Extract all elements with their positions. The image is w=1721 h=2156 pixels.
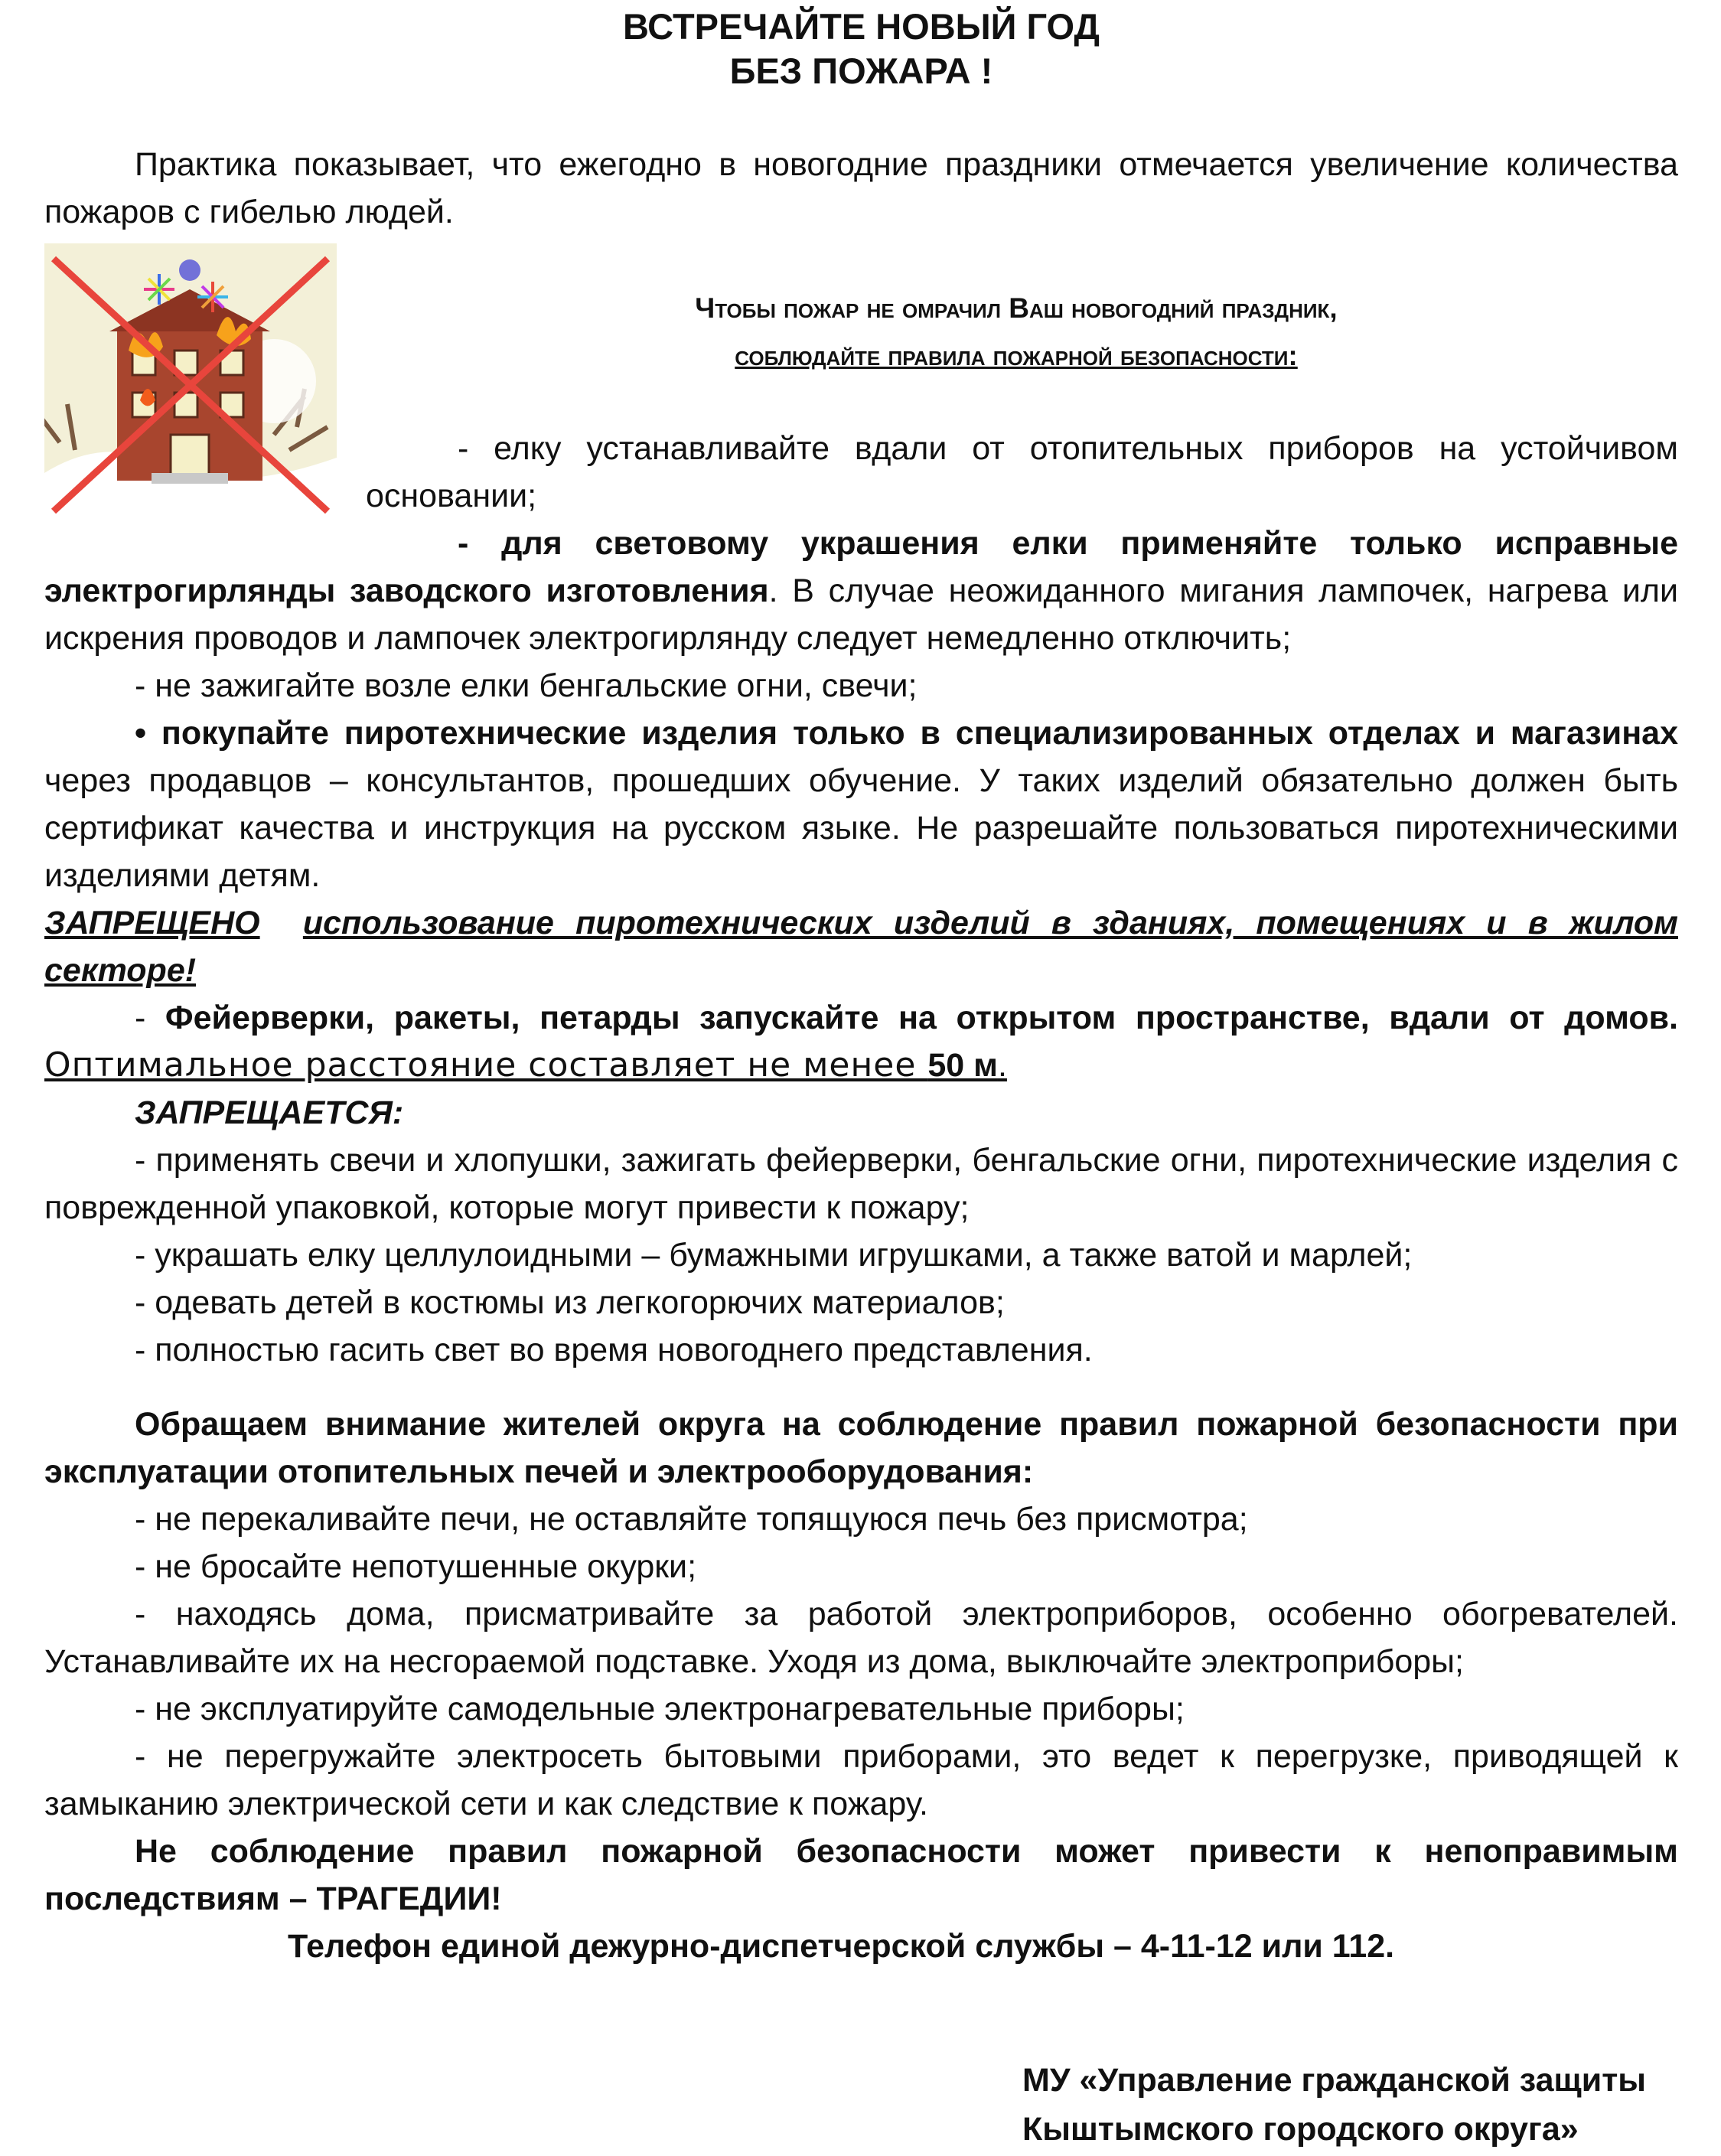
page-title	[44, 5, 1678, 93]
notice-page	[44, 0, 1678, 2156]
prohibited-heading: ЗАПРЕЩАЕТСЯ:	[135, 1094, 404, 1131]
rule-sparklers: - не зажигайте возле елки бенгальские огни, свечи;	[135, 667, 918, 704]
rule-distance	[44, 1042, 1678, 1089]
caption-line-1: Чтобы пожар не омрачил Ваш новогодний праздник,	[695, 292, 1338, 324]
residents-item-2: - не бросайте непотушенные окурки;	[135, 1548, 697, 1585]
fireworks-bold-text: Фейерверки, ракеты, петарды запускайте на открытом пространстве, вдали от домов.	[165, 1000, 1678, 1036]
prohibited-item-2: - украшать елку целлулоидными – бумажными игрушками, а также ватой и марлей;	[135, 1237, 1413, 1274]
pyro-bold-text: покупайте пиротехнические изделия только в специализированных отделах и магазинах	[161, 715, 1678, 752]
garland-rest-text: . В случае неожиданного мигания лампочек, нагрева или искрения проводов и лампочек электрогирлянду следует немедленно отключить;	[44, 572, 1678, 657]
distance-end: .	[997, 1047, 1007, 1084]
garland-bold-text: электрогирлянды заводского изготовления	[44, 572, 769, 609]
rule-garland	[44, 567, 1678, 662]
distance-value: 50 м	[927, 1047, 998, 1084]
pyro-bullet: •	[135, 715, 147, 752]
forbidden-text: использование пиротехнических изделий в зданиях, помещениях и в жилом секторе!	[44, 905, 1678, 989]
prohibited-item-1: - применять свечи и хлопушки, зажигать фейерверки, бенгальские огни, пиротехнические изделия с поврежденной упаковкой, которые могут привести к пожару;	[44, 1142, 1678, 1226]
residents-item-1: - не перекаливайте печи, не оставляйте топящуюся печь без присмотра;	[135, 1501, 1248, 1538]
residents-heading: Обращаем внимание жителей округа на соблюдение правил пожарной безопасности при эксплуатации отопительных печей и электрооборудования:	[44, 1406, 1678, 1490]
title-line-2: БЕЗ ПОЖАРА !	[729, 51, 993, 91]
signature-line-1: МУ «Управление гражданской защиты	[1022, 2062, 1646, 2099]
phone-line: Телефон единой дежурно-диспетчерской службы – 4-11-12 или 112.	[288, 1928, 1395, 1965]
intro-paragraph: Практика показывает, что ежегодно в новогодние праздники отмечается увеличение количества пожаров с гибелью людей.	[44, 146, 1678, 230]
safety-caption	[404, 285, 1628, 380]
distance-text: Оптимальное расстояние составляет не менее	[44, 1045, 928, 1085]
forbidden-word: ЗАПРЕЩЕНО	[44, 905, 260, 941]
title-line-1: ВСТРЕЧАЙТЕ НОВЫЙ ГОД	[623, 6, 1100, 47]
prohibited-item-4: - полностью гасить свет во время новогоднего представления.	[135, 1332, 1093, 1368]
residents-item-4: - не эксплуатируйте самодельные электронагревательные приборы;	[135, 1691, 1185, 1727]
signature	[1022, 2056, 1646, 2154]
burning-house-crossed-out-icon	[44, 243, 337, 524]
rule-tree-line-2: основании;	[366, 478, 537, 514]
forbidden-notice	[44, 899, 1678, 994]
warning-paragraph: Не соблюдение правил пожарной безопасности может привести к непоправимым последствиям – ТРАГЕДИИ!	[44, 1833, 1678, 1917]
caption-line-2: соблюдайте правила пожарной безопасности:	[735, 340, 1298, 371]
rule-fireworks	[135, 994, 1678, 1042]
pyro-rest-text: через продавцов – консультантов, прошедших обучение. У таких изделий обязательно должен быть сертификат качества и инструкция на русском языке. Не разрешайте пользоваться пиротехническими изделиями детям.	[44, 762, 1678, 894]
residents-item-3: - находясь дома, присматривайте за работой электроприборов, особенно обогревателей. Устанавливайте их на несгораемой подставке. Уходя из дома, выключайте электроприборы;	[44, 1596, 1678, 1680]
signature-line-2: Кыштымского городского округа»	[1022, 2111, 1579, 2148]
prohibited-item-3: - одевать детей в костюмы из легкогорючих материалов;	[135, 1284, 1005, 1321]
rule-pyrotechnics	[44, 709, 1678, 899]
rule-tree-line-1: - елку устанавливайте вдали от отопительных приборов на устойчивом	[458, 430, 1678, 467]
fireworks-dash: -	[135, 1000, 165, 1036]
residents-item-5: - не перегружайте электросеть бытовыми приборами, это ведет к перегрузке, приводящей к замыканию электрической сети и как следствие к пожару.	[44, 1738, 1678, 1822]
rule-garland-line-1: - для световому украшения елки применяйте только исправные	[458, 525, 1678, 562]
